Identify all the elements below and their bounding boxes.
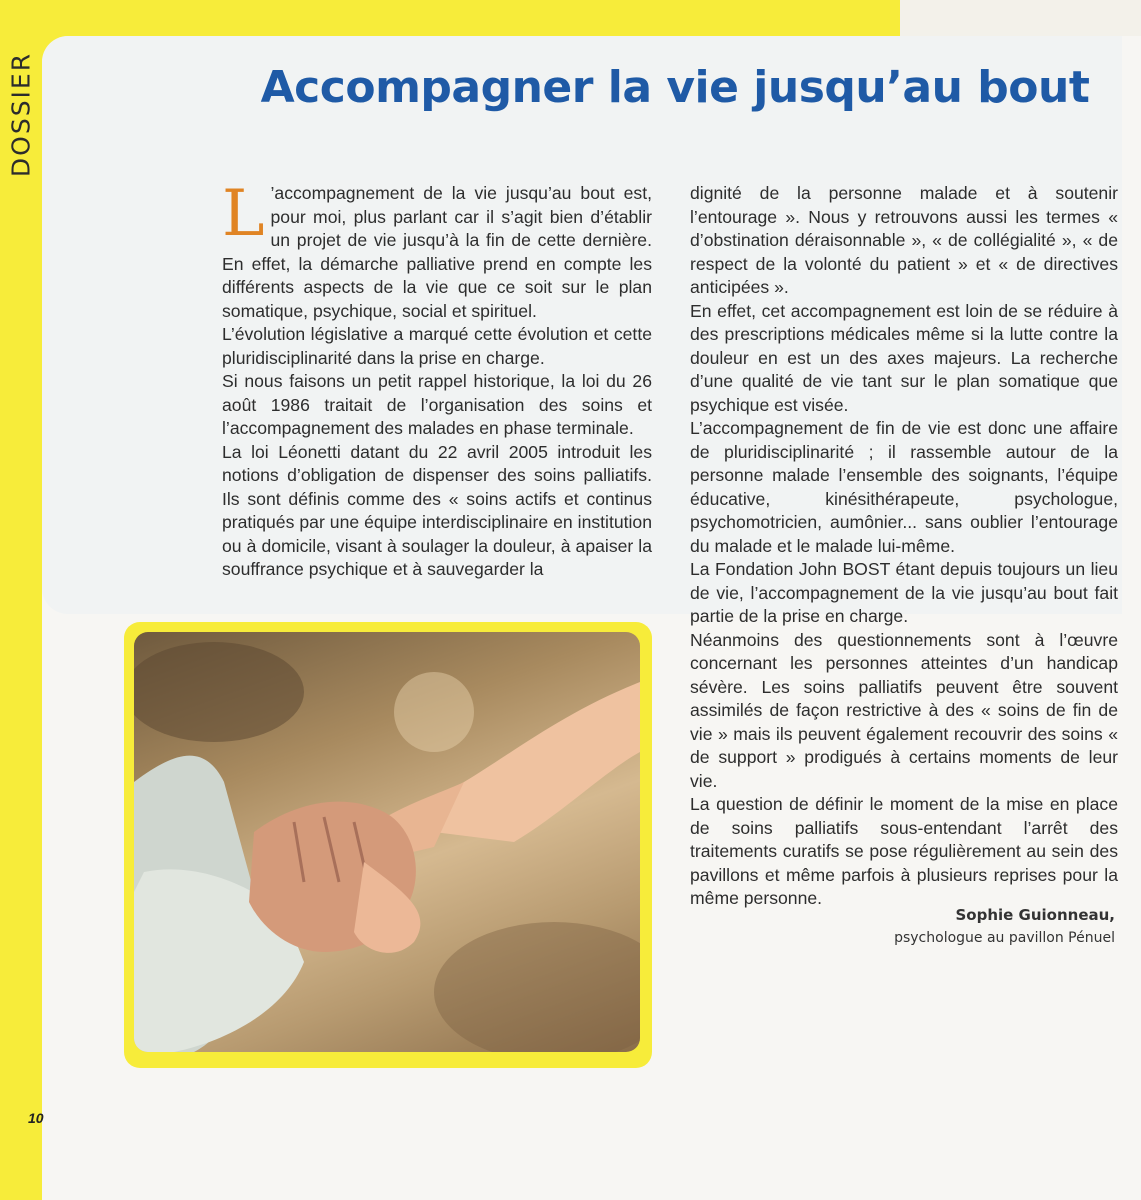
yellow-top-band — [0, 0, 890, 38]
section-tag-label: DOSSIER — [6, 51, 36, 178]
paragraph: En effet, cet accompagnement est loin de se réduire à des prescriptions médicales même si la lutte contre la douleur en est un des axes majeurs. La recherche d’une qualité de vie tant sur le plan somatique que psychique est visée. — [690, 300, 1118, 415]
signature — [894, 906, 1115, 946]
article-title: Accompagner la vie jusqu’au bout — [260, 62, 1090, 113]
hands-illustration — [134, 632, 640, 1052]
paragraph: Néanmoins des questionnements sont à l’œuvre concernant les personnes atteintes d’un handicap sévère. Les soins palliatifs peuvent être souvent assimilés de façon restrictive à des « soins de fin de vie » mais ils peuvent également recouvrir des soins « de support » prodigués à certains moments de leur vie. — [690, 629, 1118, 791]
text-column-right — [690, 182, 1118, 911]
paragraph: L’évolution législative a marqué cette évolution et cette pluridisciplinarité dans la prise en charge. — [222, 324, 652, 368]
page-number: 10 — [28, 1110, 44, 1126]
paragraph-text: ’accompagnement de la vie jusqu’au bout est, pour moi, plus parlant car il s’agit bien d’établir un projet de vie jusqu’à la fin de cette dernière. En effet, la démarche palliative prend en compte les différents aspects de la vie que ce soit sur le plan somatique, psychique, social et spirituel. — [222, 183, 652, 321]
author-name: Sophie Guionneau, — [955, 906, 1115, 924]
paragraph: dignité de la personne malade et à soutenir l’entourage ». Nous y retrouvons aussi les termes « d’obstination déraisonnable », « de collégialité », « de respect de la volonté du patient » et « de directives anticipées ». — [690, 183, 1118, 297]
paragraph: La Fondation John BOST étant depuis toujours un lieu de vie, l’accompagnement de la vie jusqu’au bout fait partie de la prise en charge. — [690, 559, 1118, 626]
paragraph: La loi Léonetti datant du 22 avril 2005 introduit les notions d’obligation de dispenser des soins palliatifs. Ils sont définis comme des « soins actifs et continus pratiqués par une équipe interdisciplinaire en institution ou à domicile, visant à soulager la douleur, à apaiser la souffrance psychique et à sauvegarder la — [222, 441, 652, 579]
paragraph — [222, 177, 652, 323]
author-role: psychologue au pavillon Pénuel — [894, 930, 1115, 946]
holding-hands-photo — [134, 632, 640, 1052]
section-tag — [4, 40, 38, 190]
paragraph: Si nous faisons un petit rappel historique, la loi du 26 août 1986 traitait de l’organisation des soins et l’accompagnement des malades en phase terminale. — [222, 371, 652, 438]
text-column-left — [222, 177, 652, 582]
drop-cap: L — [222, 177, 265, 251]
paragraph: La question de définir le moment de la mise en place de soins palliatifs sous-entendant l’arrêt des traitements curatifs se pose régulièrement au sein des pavillons et même parfois à plusieurs reprises pour la même personne. — [690, 794, 1118, 908]
paragraph: L’accompagnement de fin de vie est donc une affaire de pluridisciplinarité ; il rassemble autour de la personne malade l’ensemble des soignants, l’équipe éducative, kinésithérapeute, psychologue, psychomotricien, aumônier... sans oublier l’entourage du malade et le malade lui-même. — [690, 418, 1118, 556]
